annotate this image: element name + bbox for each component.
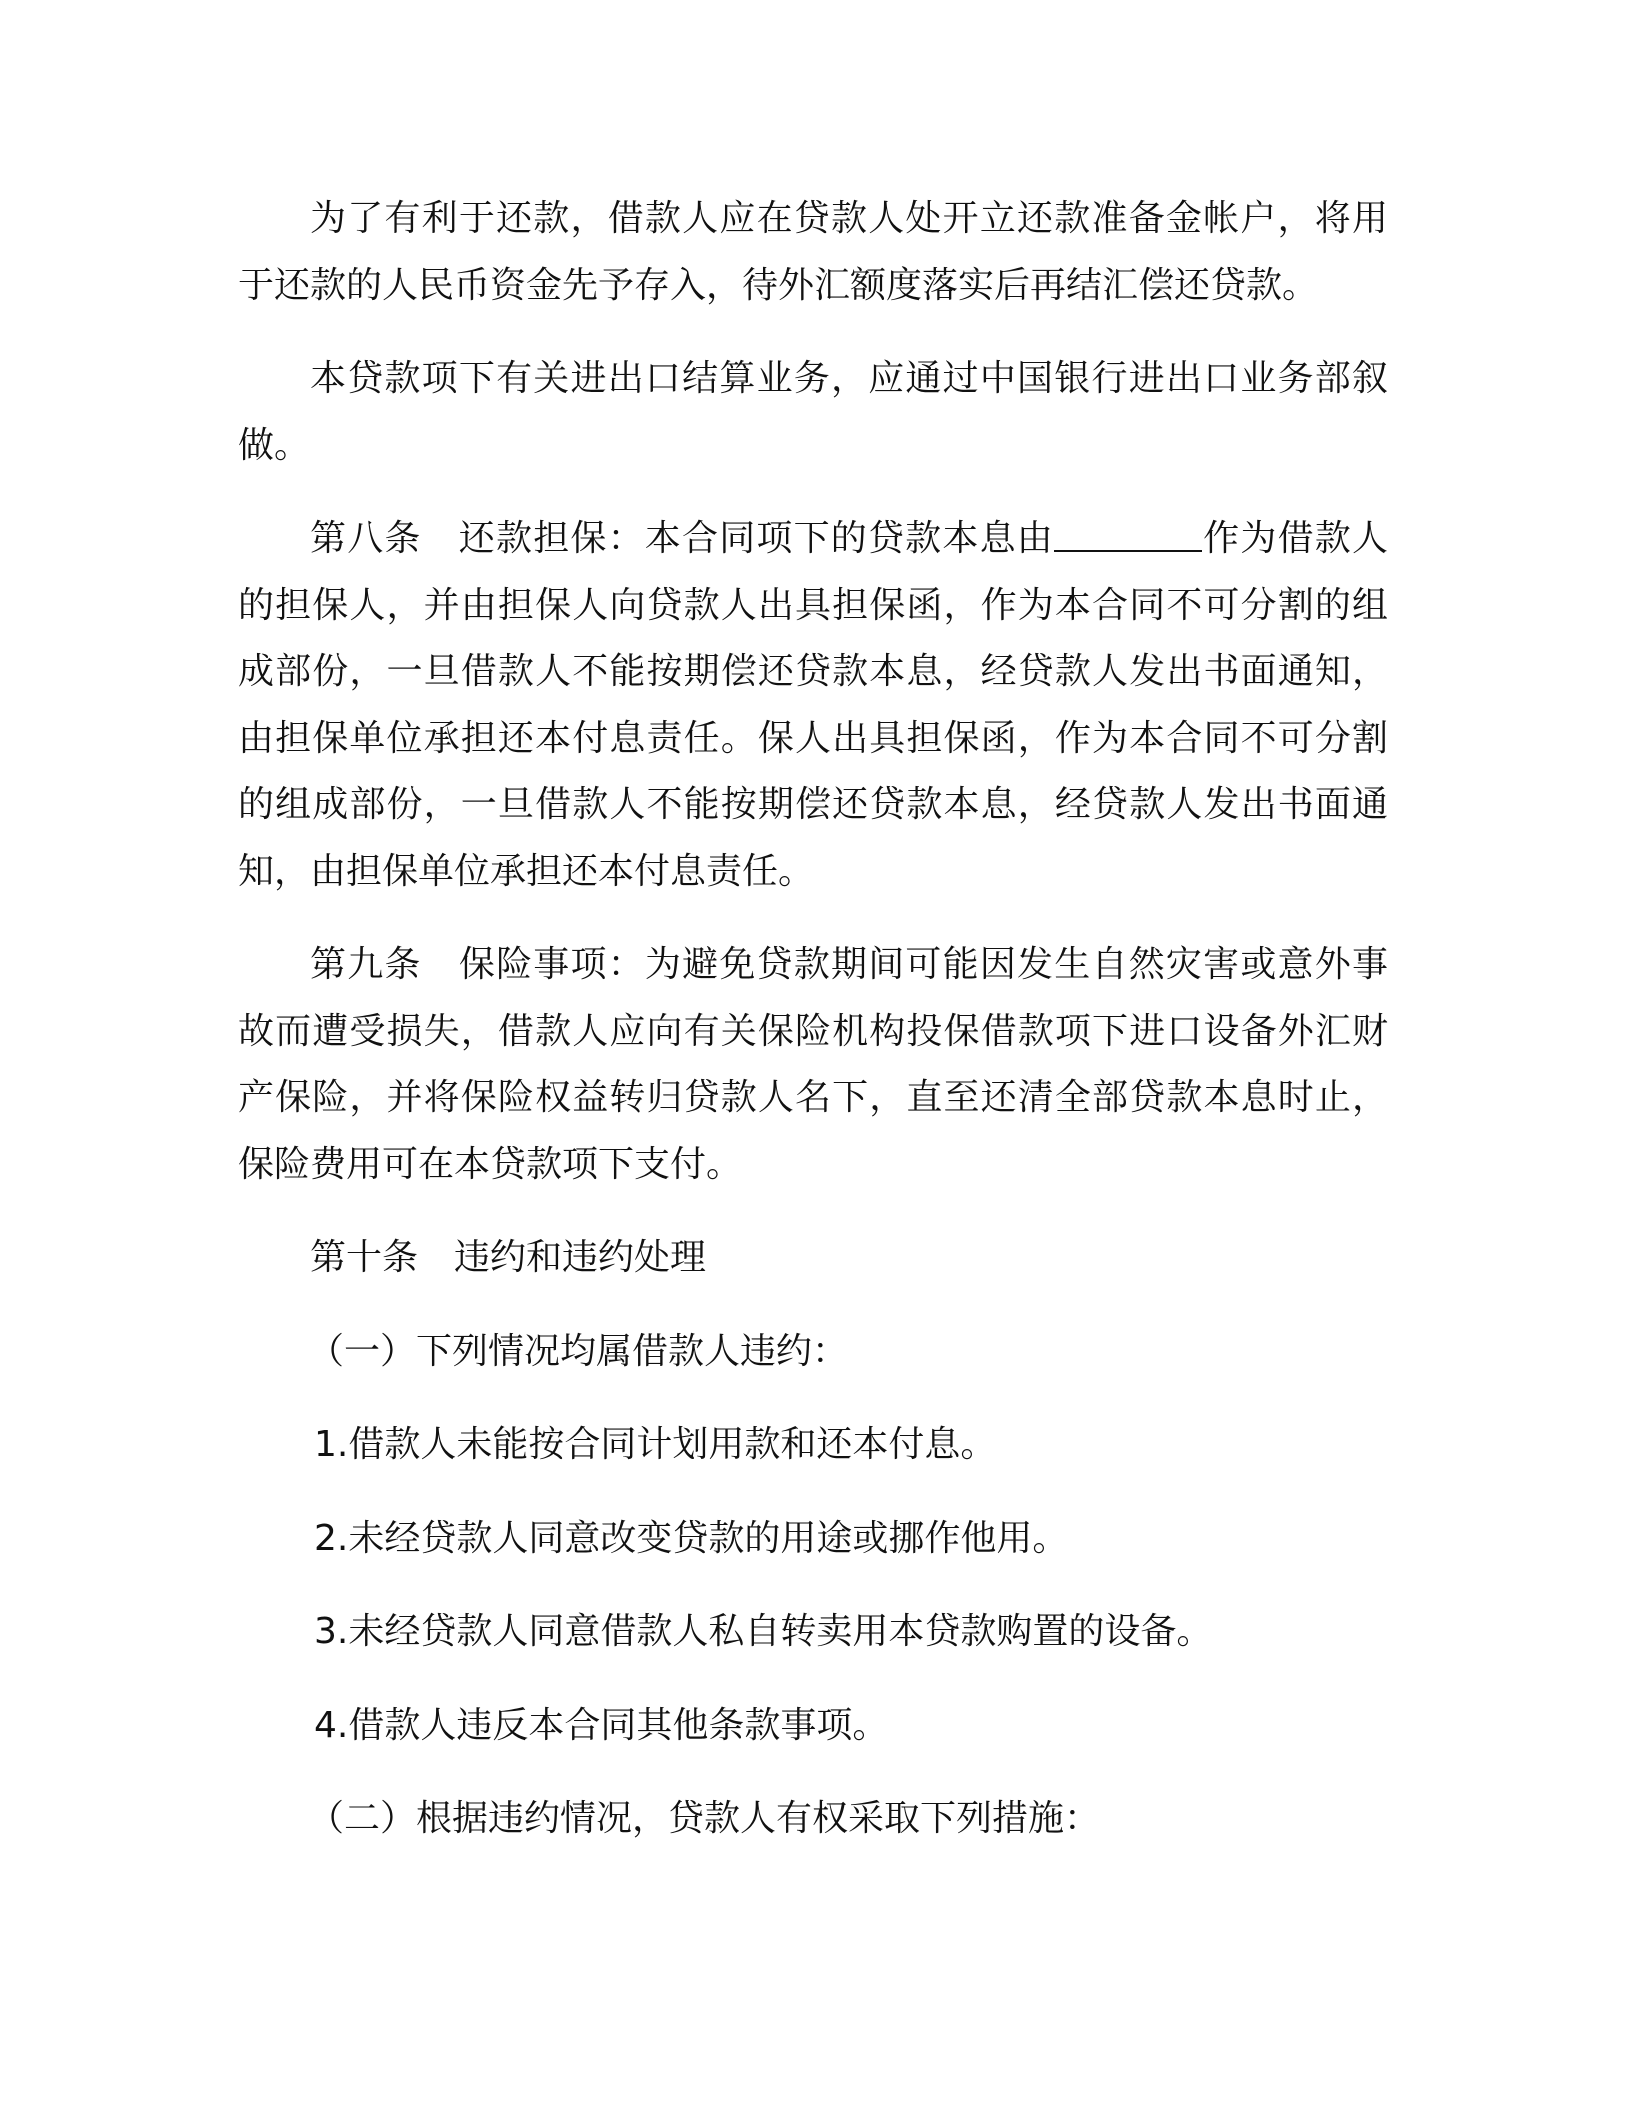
article-8-rest: 作为借款人的担保人，并由担保人向贷款人出具担保函，作为本合同不可分割的组成部份，一旦借款人不能按期偿还贷款本息，经贷款人发出书面通知，由担保单位承担还本付息责任。保人出具担保函，作为本合同不可分割的组成部份，一旦借款人不能按期偿还贷款本息，经贷款人发出书面通知，由担保单位承担还本付息责任。: [238, 518, 1388, 892]
list-item: 4.借款人违反本合同其他条款事项。: [314, 1704, 889, 1746]
article-8: [238, 506, 1388, 905]
paragraph-repayment-account: 为了有利于还款，借款人应在贷款人处开立还款准备金帐户，将用于还款的人民币资金先予存入，待外汇额度落实后再结汇偿还贷款。: [238, 198, 1388, 306]
paragraph-settlement: 本贷款项下有关进出口结算业务，应通过中国银行进出口业务部叙做。: [238, 358, 1388, 466]
article-9-number: 第九条: [310, 944, 422, 985]
article-10-title: 违约和违约处理: [454, 1237, 707, 1278]
guarantor-blank-line: [1054, 520, 1202, 552]
article-8-lead: 还款担保：本合同项下的贷款本息由: [457, 518, 1054, 559]
article-10: [238, 1225, 1388, 1292]
article-8-number: 第八条: [310, 518, 422, 559]
document-body: [238, 186, 1388, 1880]
list-item: 2.未经贷款人同意改变贷款的用途或挪作他用。: [314, 1517, 1069, 1559]
article-9: [238, 932, 1388, 1198]
article-9-text: 保险事项：为避免贷款期间可能因发生自然灾害或意外事故而遭受损失，借款人应向有关保险机构投保借款项下进口设备外汇财产保险，并将保险权益转归贷款人名下，直至还清全部贷款本息时止，保险费用可在本贷款项下支付。: [238, 944, 1388, 1185]
list-item: 1.借款人未能按合同计划用款和还本付息。: [314, 1424, 997, 1465]
article-10-number: 第十条: [310, 1237, 419, 1278]
section-2-heading: （二）根据违约情况，贷款人有权采取下列措施：: [308, 1798, 1101, 1839]
list-item: 3.未经贷款人同意借款人私自转卖用本贷款购置的设备。: [314, 1611, 1213, 1652]
section-1-heading: （一）下列情况均属借款人违约：: [308, 1330, 849, 1372]
